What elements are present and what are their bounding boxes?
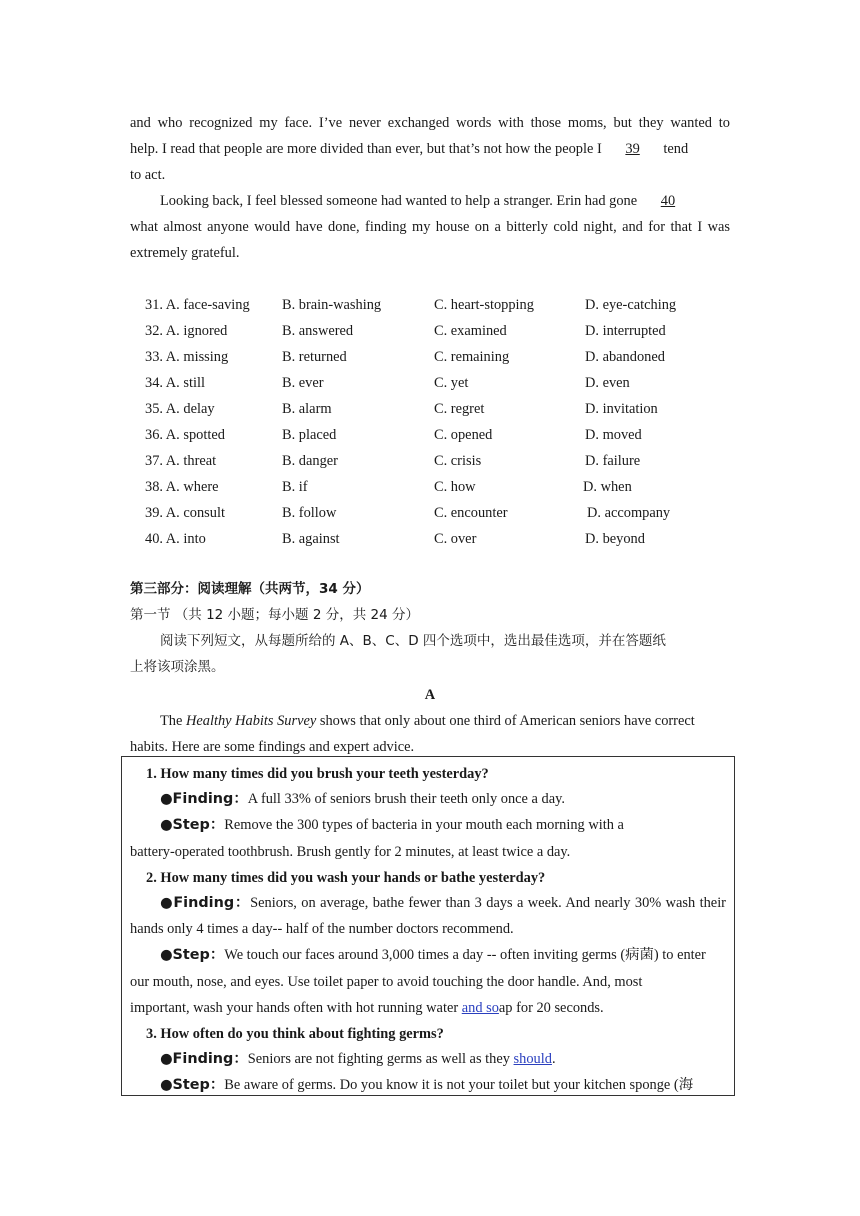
intro-line: habits. Here are some findings and expert advice. xyxy=(130,739,415,755)
option-c: C. yet xyxy=(434,375,469,391)
passage-line xyxy=(130,140,730,158)
option-c: C. how xyxy=(434,479,476,495)
step-label: ●Step： xyxy=(160,947,225,963)
survey-name: Healthy Habits Survey xyxy=(185,713,317,729)
intro-text: The xyxy=(160,713,183,729)
option-b: B. ever xyxy=(282,375,324,391)
finding-line: hands only 4 times a day-- half of the number doctors recommend. xyxy=(130,921,514,937)
option-b: B. placed xyxy=(282,427,337,443)
step-text: important, wash your hands often with hot running water xyxy=(130,1000,459,1016)
option-a: 39. A. consult xyxy=(145,505,225,521)
passage-line: and who recognized my face. I’ve never exchanged words with those moms, but they wanted to xyxy=(130,115,730,131)
part-title: 第三部分：阅读理解（共两节，34 分） xyxy=(130,581,370,597)
finding-text: . xyxy=(551,1051,556,1067)
option-d: D. failure xyxy=(585,453,641,469)
finding-line xyxy=(160,790,565,808)
finding-label: ●Finding： xyxy=(160,895,251,911)
option-d: D. accompany xyxy=(587,505,671,521)
step-line: our mouth, nose, and eyes. Use toilet paper to avoid touching the door handle. And, most xyxy=(130,974,643,990)
passage-text: Looking back, I feel blessed someone had wanted to help a stranger. Erin had gone xyxy=(160,193,638,209)
step-line xyxy=(130,999,604,1017)
blank-39: 39 xyxy=(625,141,640,157)
option-c: C. remaining xyxy=(434,349,510,365)
option-d: D. even xyxy=(585,375,630,391)
step-line xyxy=(160,1076,693,1094)
option-a: 37. A. threat xyxy=(145,453,217,469)
option-a: 38. A. where xyxy=(145,479,219,495)
option-a: 31. A. face-saving xyxy=(145,297,250,313)
question-2: 2. How many times did you wash your hands or bathe yesterday? xyxy=(146,870,546,886)
step-text: ap for 20 seconds. xyxy=(498,1000,604,1016)
option-a: 35. A. delay xyxy=(145,401,215,417)
question-heading xyxy=(146,765,489,783)
option-a: 36. A. spotted xyxy=(145,427,225,443)
section-subtitle: 第一节 （共 12 小题；每小题 2 分，共 24 分） xyxy=(130,607,419,623)
finding-text: A full 33% of seniors brush their teeth only once a day. xyxy=(247,791,565,807)
finding-label: ●Finding： xyxy=(160,1051,248,1067)
blank-40: 40 xyxy=(660,193,676,209)
option-c: C. crisis xyxy=(434,453,482,469)
passage-line: extremely grateful. xyxy=(130,245,240,261)
option-a: 34. A. still xyxy=(145,375,205,391)
option-c: C. over xyxy=(434,531,477,547)
intro-text: shows that only about one third of American seniors have correct xyxy=(319,713,695,729)
passage-line: what almost anyone would have done, finding my house on a bitterly cold night, and for that I was xyxy=(130,219,730,235)
option-b: B. alarm xyxy=(282,401,332,417)
option-c: C. regret xyxy=(434,401,485,417)
option-d: D. abandoned xyxy=(585,349,665,365)
option-d: D. invitation xyxy=(585,401,658,417)
option-b: B. brain-washing xyxy=(282,297,382,313)
intro-line xyxy=(160,712,695,730)
instructions: 上将该项涂黑。 xyxy=(130,659,225,675)
passage-line: to act. xyxy=(130,167,166,183)
finding-text: Seniors are not fighting germs as well as they xyxy=(247,1051,510,1067)
passage-line xyxy=(160,192,689,210)
link-should[interactable]: should xyxy=(513,1051,552,1067)
passage-letter: A xyxy=(424,687,436,703)
passage-text: help. I read that people are more divided than ever, but that’s not how the people I xyxy=(130,141,602,157)
option-b: B. danger xyxy=(282,453,338,469)
option-b: B. follow xyxy=(282,505,337,521)
finding-label: ●Finding： xyxy=(160,791,248,807)
link-and-soap[interactable]: and so xyxy=(461,1000,499,1016)
option-a: 33. A. missing xyxy=(145,349,229,365)
question-1: 1. How many times did you brush your teeth yesterday? xyxy=(146,766,489,782)
option-c: C. opened xyxy=(434,427,493,443)
step-label: ●Step： xyxy=(160,1077,225,1093)
option-a: 32. A. ignored xyxy=(145,323,228,339)
option-d: D. moved xyxy=(585,427,642,443)
step-line: battery-operated toothbrush. Brush gently for 2 minutes, at least twice a day. xyxy=(130,844,571,860)
option-c: C. examined xyxy=(434,323,507,339)
question-3: 3. How often do you think about fighting germs? xyxy=(146,1026,444,1042)
option-a: 40. A. into xyxy=(145,531,206,547)
finding-line xyxy=(160,894,726,912)
option-b: B. against xyxy=(282,531,340,547)
option-b: B. answered xyxy=(282,323,354,339)
passage-text: tend xyxy=(663,141,689,157)
question-heading xyxy=(146,869,545,887)
option-c: C. heart-stopping xyxy=(434,297,534,313)
option-c: C. encounter xyxy=(434,505,508,521)
option-d: D. when xyxy=(583,479,632,495)
option-b: B. if xyxy=(282,479,308,495)
step-text: We touch our faces around 3,000 times a day -- often inviting germs (病菌) to enter xyxy=(224,947,706,963)
step-line xyxy=(160,816,624,834)
step-label: ●Step： xyxy=(160,817,225,833)
finding-line xyxy=(160,1050,556,1068)
step-line xyxy=(160,946,706,964)
step-text: Be aware of germs. Do you know it is not your toilet but your kitchen sponge (海 xyxy=(224,1077,694,1093)
option-d: D. beyond xyxy=(585,531,645,547)
option-b: B. returned xyxy=(282,349,347,365)
option-d: D. interrupted xyxy=(585,323,666,339)
question-heading xyxy=(146,1025,444,1043)
finding-text: Seniors, on average, bathe fewer than 3 days a week. And nearly 30% wash their xyxy=(250,895,726,911)
step-text: Remove the 300 types of bacteria in your mouth each morning with a xyxy=(224,817,624,833)
option-d: D. eye-catching xyxy=(585,297,677,313)
instructions: 阅读下列短文，从每题所给的 A、B、C、D 四个选项中，选出最佳选项，并在答题纸 xyxy=(160,633,666,649)
